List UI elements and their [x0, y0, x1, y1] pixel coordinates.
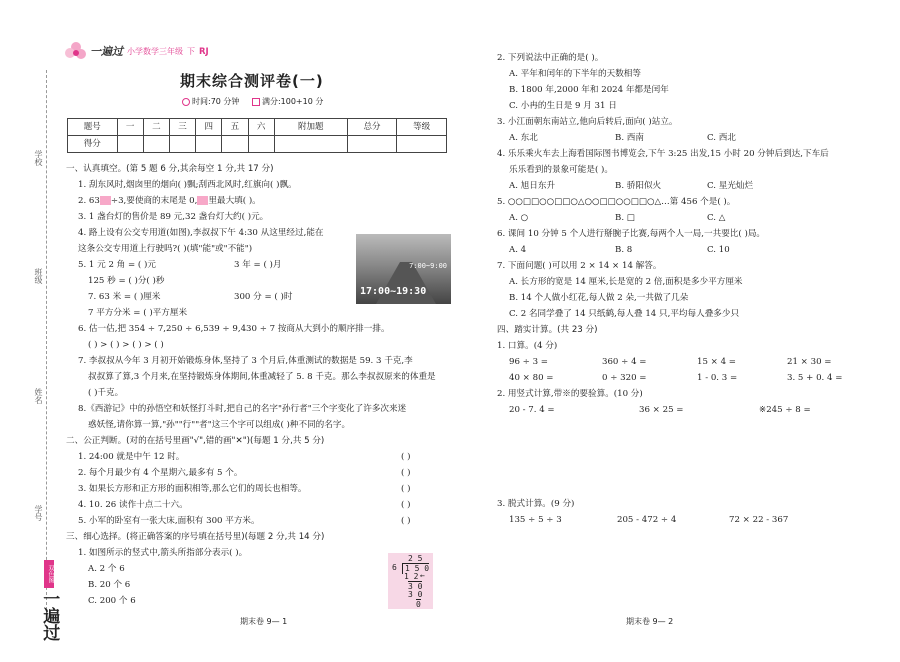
vertical-item: 36 × 25 =	[639, 405, 684, 415]
choice-q6-option-b: B. 8	[615, 245, 633, 255]
choice-q4-option-b: B. 骄阳似火	[615, 181, 662, 191]
oral-item: 15 × 4 =	[697, 357, 736, 367]
score-cell[interactable]	[347, 136, 397, 153]
oral-item: 0 ÷ 320 =	[602, 373, 647, 383]
fill-q5-minutes: 300 分 = ( )时	[234, 292, 293, 302]
fill-q4-line1: 4. 路上设有公交专用道(如图),李叔叔下午 4:30 从这里经过,能在	[78, 228, 324, 238]
section-2-title: 二、公正判断。(对的在括号里画"√",错的画"✕")(每题 1 分,共 5 分)	[66, 436, 325, 446]
clock-icon	[182, 98, 190, 106]
brand-logo: 一遍过	[90, 45, 123, 59]
section-3-title: 三、细心选择。(将正确答案的序号填在括号里)(每题 2 分,共 14 分)	[66, 532, 325, 542]
choice-q7-option-b: B. 14 个人做小红花,每人做 2 朵,一共做了几朵	[509, 293, 689, 303]
exam-meta	[182, 97, 323, 107]
brand-header	[64, 41, 209, 63]
vertical-work-space[interactable]	[497, 421, 872, 499]
name-label: 姓名	[34, 388, 43, 404]
page-footer-right: 期末卷 9— 2	[626, 617, 674, 626]
division-dividend: 1 5 0	[402, 563, 429, 574]
judge-q5-text: 5. 小军的卧室有一张大床,面积有 300 平方米。	[78, 516, 260, 526]
choice-q4-line1: 4. 乐乐乘火车去上海看国际图书博览会,下午 3:25 出发,15 小时 20 分钟后到达,下车后	[497, 149, 829, 159]
calc-step-title: 3. 脱式计算。(9 分)	[497, 499, 575, 509]
score-cell[interactable]	[222, 136, 248, 153]
division-remainder: 0	[416, 600, 421, 609]
choice-q5-option-a: A. ○	[509, 213, 529, 223]
score-header-cell: 题号	[68, 119, 118, 136]
fill-q2-b: ÷3,要使商的末尾是 0,	[110, 196, 198, 206]
oral-row-1	[497, 357, 872, 373]
oral-item: 1 - 0. 3 =	[697, 373, 738, 383]
oral-item: 21 × 30 =	[787, 357, 832, 367]
judge-q4-text: 4. 10. 26 读作十点二十六。	[78, 500, 188, 510]
score-cell[interactable]	[117, 136, 143, 153]
choice-q7-option-c: C. 2 名同学叠了 14 只纸鹤,每人叠 14 只,平均每人叠多少只	[509, 309, 740, 319]
judge-q3	[66, 484, 451, 500]
choice-q6-option-a: A. 4	[509, 245, 527, 255]
section-4-title: 四、踏实计算。(共 23 分)	[497, 325, 598, 335]
calc-vertical-title: 2. 用竖式计算,带※的要验算。(10 分)	[497, 389, 643, 399]
choice-q3-option-c: C. 西北	[707, 133, 736, 143]
score-header-cell: 六	[248, 119, 274, 136]
choice-q4-option-a: A. 旭日东升	[509, 181, 556, 191]
score-header-cell: 二	[143, 119, 169, 136]
choice-q1-option-b: B. 20 个 6	[88, 580, 131, 590]
fill-q7-line3: ( )千克。	[88, 388, 124, 398]
calc-oral-title: 1. 口算。(4 分)	[497, 341, 558, 351]
judge-q1-text: 1. 24:00 就是中午 12 时。	[78, 452, 185, 462]
section-1-title: 一、认真填空。(第 5 题 6 分,其余每空 1 分,共 17 分)	[66, 164, 274, 174]
division-quotient: 2 5	[408, 554, 423, 563]
choice-q4-options	[497, 181, 872, 197]
score-cell[interactable]	[274, 136, 347, 153]
photo-lane-time: 17:00~19:30	[360, 285, 427, 297]
judge-q5	[66, 516, 451, 532]
choice-q2-option-a: A. 平年和闰年的下半年的天数相等	[509, 69, 641, 79]
school-label: 学校	[34, 150, 43, 166]
score-table	[67, 118, 447, 153]
fill-q7-line2: 叔叔算了算,3 个月来,在坚持锻炼身体期间,体重减轻了 5. 8 千克。那么李叔叔原来的体重是	[88, 372, 436, 382]
judge-answer-paren[interactable]: ( )	[401, 516, 411, 526]
division-step-2: 3 0	[408, 582, 423, 591]
step-row	[497, 515, 872, 531]
fill-q2	[66, 196, 451, 212]
photo-sign-text: 7:00~9:00	[409, 262, 447, 270]
color-badge: 双色图	[44, 560, 54, 588]
vertical-row	[497, 405, 872, 421]
fill-q7-line1: 7. 李叔叔从今年 3 月初开始锻炼身体,坚持了 3 个月后,体重测试的数据是 59. 3 千克,李	[78, 356, 413, 366]
fill-q8-line2: 惑妖怪,请你算一算,"孙""行""者"这三个字可以组成( )种不同的名字。	[88, 420, 351, 430]
division-step-1: 1 2	[404, 572, 419, 581]
brand-subject: 小学数学三年级	[127, 47, 183, 56]
choice-q2-option-b: B. 1800 年,2000 年和 2024 年都是闰年	[509, 85, 669, 95]
choice-q1-option-c: C. 200 个 6	[88, 596, 136, 606]
fill-q8-line1: 8.《西游记》中的孙悟空和妖怪打斗时,把自己的名字"孙行者"三个字变化了许多次来迷	[78, 404, 407, 414]
score-header-cell: 等级	[397, 119, 447, 136]
score-cell[interactable]	[397, 136, 447, 153]
score-header-cell: 五	[222, 119, 248, 136]
cut-line	[46, 70, 47, 610]
score-table-header	[68, 119, 447, 136]
judge-answer-paren[interactable]: ( )	[401, 468, 411, 478]
digit-box	[100, 196, 111, 205]
choice-q5-option-b: B. □	[615, 213, 635, 223]
judge-q3-text: 3. 如果长方形和正方形的面积相等,那么它们的周长也相等。	[78, 484, 307, 494]
score-row-label: 得分	[68, 136, 118, 153]
fill-q6-order: ( ) > ( ) > ( ) > ( )	[88, 340, 164, 350]
fill-q2-a: 2. 63	[78, 196, 100, 206]
choice-q5-option-c: C. △	[707, 213, 726, 223]
score-header-cell: 三	[169, 119, 195, 136]
page-footer-left: 期末卷 9— 1	[240, 617, 288, 626]
choice-q1: 1. 如图所示的竖式中,箭头所指部分表示( )。	[78, 548, 248, 558]
exam-score: 满分:100+10 分	[261, 97, 324, 106]
student-id-label: 学号	[34, 505, 43, 521]
choice-q3: 3. 小江面朝东南站立,他向后转后,面向( )站立。	[497, 117, 678, 127]
class-label: 班级	[34, 268, 43, 284]
step-item: 205 - 472 ÷ 4	[617, 515, 677, 525]
left-column	[66, 164, 451, 612]
brand-grade-badge: 下	[187, 47, 195, 56]
digit-box	[197, 196, 208, 205]
oral-item: 96 ÷ 3 =	[509, 357, 548, 367]
oral-item: 360 ÷ 4 =	[602, 357, 647, 367]
judge-answer-paren[interactable]: ( )	[401, 484, 411, 494]
judge-answer-paren[interactable]: ( )	[401, 500, 411, 510]
exam-time: 时间:70 分钟	[192, 97, 240, 106]
choice-q5-options	[497, 213, 872, 229]
fill-q1: 1. 刮东风时,烟囱里的烟向( )飘;刮西北风时,红旗向( )飘。	[78, 180, 297, 190]
vertical-brand-logo: 一遍过	[39, 590, 60, 641]
oral-item: 3. 5 + 0. 4 =	[787, 373, 843, 383]
choice-q4-line2: 乐乐看到的景象可能是( )。	[509, 165, 613, 175]
choice-q3-option-a: A. 东北	[509, 133, 538, 143]
fill-q5-years: 3 年 = ( )月	[234, 260, 282, 270]
score-header-cell: 四	[196, 119, 222, 136]
page-title: 期末综合测评卷(一)	[180, 72, 324, 90]
score-header-cell: 一	[117, 119, 143, 136]
choice-q1-option-a: A. 2 个 6	[88, 564, 125, 574]
choice-q7-option-a: A. 长方形的宽是 14 厘米,长是宽的 2 倍,面积是多少平方厘米	[509, 277, 743, 287]
choice-q6: 6. 课间 10 分钟 5 个人进行掰腕子比赛,每两个人一局,一共要比( )局。	[497, 229, 766, 239]
vertical-item: ※245 ÷ 8 =	[759, 405, 811, 415]
fill-q3: 3. 1 盏台灯的售价是 89 元,32 盏台灯大约( )元。	[78, 212, 269, 222]
fill-q5-row2: 125 秒 = ( )分( )秒	[88, 276, 165, 286]
choice-q4-option-c: C. 星光灿烂	[707, 181, 754, 191]
division-divisor: 6	[392, 563, 397, 572]
score-cell[interactable]	[169, 136, 195, 153]
check-box-icon	[252, 98, 260, 106]
choice-q2-option-c: C. 小冉的生日是 9 月 31 日	[509, 101, 617, 111]
score-cell[interactable]	[196, 136, 222, 153]
choice-q6-options	[497, 245, 872, 261]
choice-q2: 2. 下列说法中正确的是( )。	[497, 53, 604, 63]
bus-lane-photo	[356, 234, 451, 304]
choice-q3-options	[497, 133, 872, 149]
fill-q6: 6. 估一估,把 354 ÷ 7,250 ÷ 6,539 ÷ 9,430 ÷ 7 按商从大到小的顺序排一排。	[78, 324, 390, 334]
brand-edition: RJ	[199, 46, 209, 57]
fill-q5-meters: 7. 63 米 = ( )厘米	[88, 292, 161, 302]
judge-q2-text: 2. 每个月最少有 4 个星期六,最多有 5 个。	[78, 468, 243, 478]
judge-q2	[66, 468, 451, 484]
score-table-row	[68, 136, 447, 153]
flower-icon	[64, 41, 88, 63]
binding-strip	[0, 0, 60, 662]
choice-q3-option-b: B. 西南	[615, 133, 644, 143]
step-item: 135 ÷ 5 ÷ 3	[509, 515, 562, 525]
judge-answer-paren[interactable]: ( )	[401, 452, 411, 462]
fill-q5-yuan: 5. 1 元 2 角 = ( )元	[78, 260, 156, 270]
judge-q1	[66, 452, 451, 468]
score-header-cell: 总分	[347, 119, 397, 136]
choice-q5: 5. ○○□□○○□□○△○○□□○○□□○△…第 456 个是( )。	[497, 197, 736, 207]
score-cell[interactable]	[143, 136, 169, 153]
fill-q5-row4: 7 平方分米 = ( )平方厘米	[88, 308, 188, 318]
score-header-cell: 附加题	[274, 119, 347, 136]
right-column	[497, 53, 872, 531]
fill-q2-c: 里最大填( )。	[208, 196, 261, 206]
choice-q7: 7. 下面问题( )可以用 2 × 14 × 14 解答。	[497, 261, 662, 271]
step-item: 72 × 22 - 367	[729, 515, 789, 525]
fill-q4-line2: 这条公交专用道上行驶吗?( )(填"能"或"不能")	[78, 244, 253, 254]
vertical-item: 20 - 7. 4 =	[509, 405, 555, 415]
oral-row-2	[497, 373, 872, 389]
choice-q6-option-c: C. 10	[707, 245, 730, 255]
judge-q4	[66, 500, 451, 516]
arrow-left-icon: ←	[420, 571, 425, 580]
division-step-3: 3 0	[408, 590, 423, 599]
oral-item: 40 × 80 =	[509, 373, 554, 383]
long-division-figure	[388, 553, 433, 609]
score-cell[interactable]	[248, 136, 274, 153]
